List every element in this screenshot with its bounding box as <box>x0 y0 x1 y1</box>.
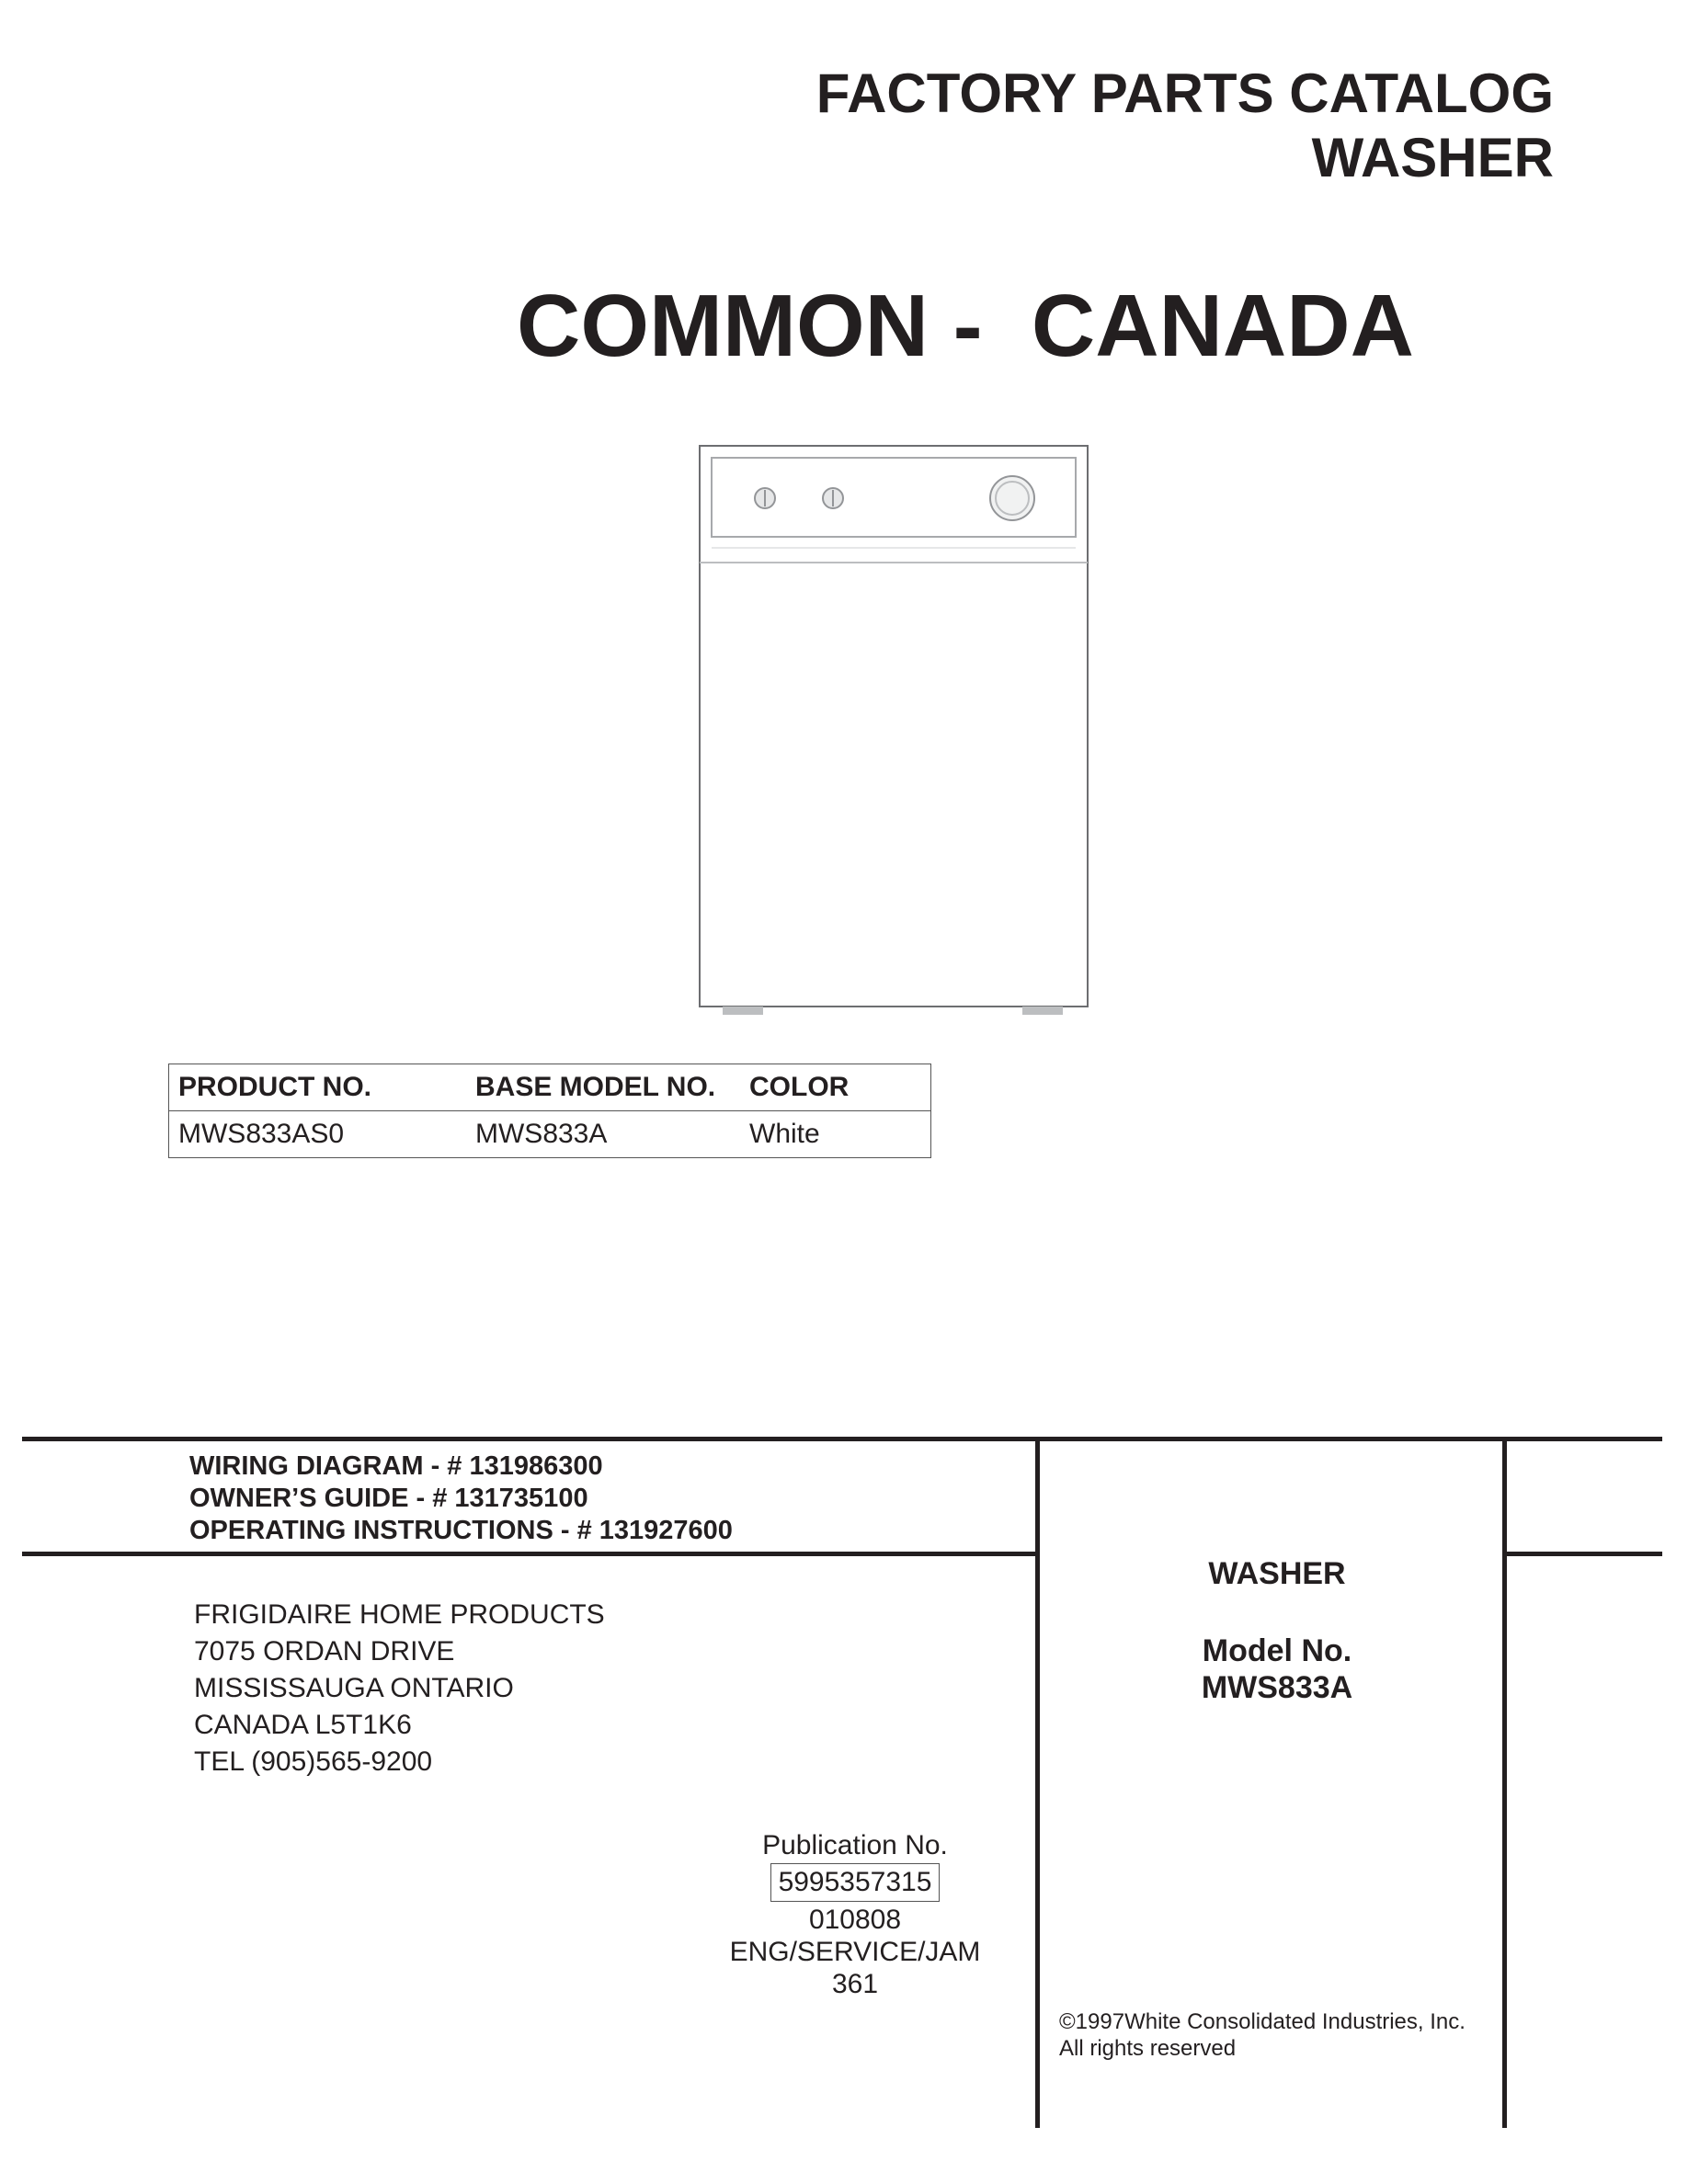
catalog-title: FACTORY PARTS CATALOG <box>815 63 1554 124</box>
address-line: MISSISSAUGA ONTARIO <box>194 1673 514 1703</box>
divider-middle-right <box>1502 1552 1662 1556</box>
company-address <box>194 1597 605 1780</box>
divider-top <box>22 1437 1662 1441</box>
publication-date-code: 010808 <box>808 1905 902 1935</box>
publication-department: ENG/SERVICE/JAM <box>729 1937 981 1967</box>
table-header-row <box>169 1064 931 1111</box>
table-row <box>169 1111 931 1158</box>
address-line: TEL (905)565-9200 <box>194 1746 433 1777</box>
washer-dial-icon <box>990 476 1034 520</box>
copyright-notice <box>1059 2008 1466 2062</box>
document-references <box>189 1450 733 1547</box>
color-cell: White <box>740 1111 931 1158</box>
divider-vertical-left <box>1035 1437 1040 2128</box>
side-model-label: Model No. <box>1202 1633 1352 1668</box>
product-table <box>168 1064 931 1158</box>
address-line: FRIGIDAIRE HOME PRODUCTS <box>194 1599 605 1630</box>
product-number-cell: MWS833AS0 <box>169 1111 467 1158</box>
copyright-line: ©1997White Consolidated Industries, Inc. <box>1059 2009 1466 2034</box>
washer-foot <box>723 1007 763 1015</box>
column-header: PRODUCT NO. <box>169 1064 467 1111</box>
divider-vertical-right <box>1502 1437 1507 2128</box>
side-model-number: MWS833A <box>1201 1670 1353 1705</box>
owners-guide-ref: OWNER’S GUIDE - # 131735100 <box>189 1484 588 1513</box>
region-title: COMMON - CANADA <box>517 277 1414 375</box>
operating-instructions-ref: OPERATING INSTRUCTIONS - # 131927600 <box>189 1516 733 1545</box>
rights-line: All rights reserved <box>1059 2036 1237 2061</box>
publication-label: Publication No. <box>762 1830 948 1860</box>
side-product-name: WASHER <box>1208 1556 1346 1591</box>
base-model-cell: MWS833A <box>466 1111 740 1158</box>
column-header: COLOR <box>740 1064 931 1111</box>
washer-illustration <box>699 445 1089 1015</box>
publication-block <box>699 1829 1011 2000</box>
address-line: CANADA L5T1K6 <box>194 1710 412 1740</box>
publication-code: 361 <box>831 1969 879 1999</box>
publication-number: 5995357315 <box>770 1863 941 1902</box>
divider-middle-left <box>22 1552 1039 1556</box>
washer-foot <box>1022 1007 1063 1015</box>
column-header: BASE MODEL NO. <box>466 1064 740 1111</box>
catalog-subtitle: WASHER <box>1311 127 1554 188</box>
address-line: 7075 ORDAN DRIVE <box>194 1636 455 1666</box>
model-side-panel <box>1043 1555 1511 1706</box>
wiring-diagram-ref: WIRING DIAGRAM - # 131986300 <box>189 1451 603 1481</box>
